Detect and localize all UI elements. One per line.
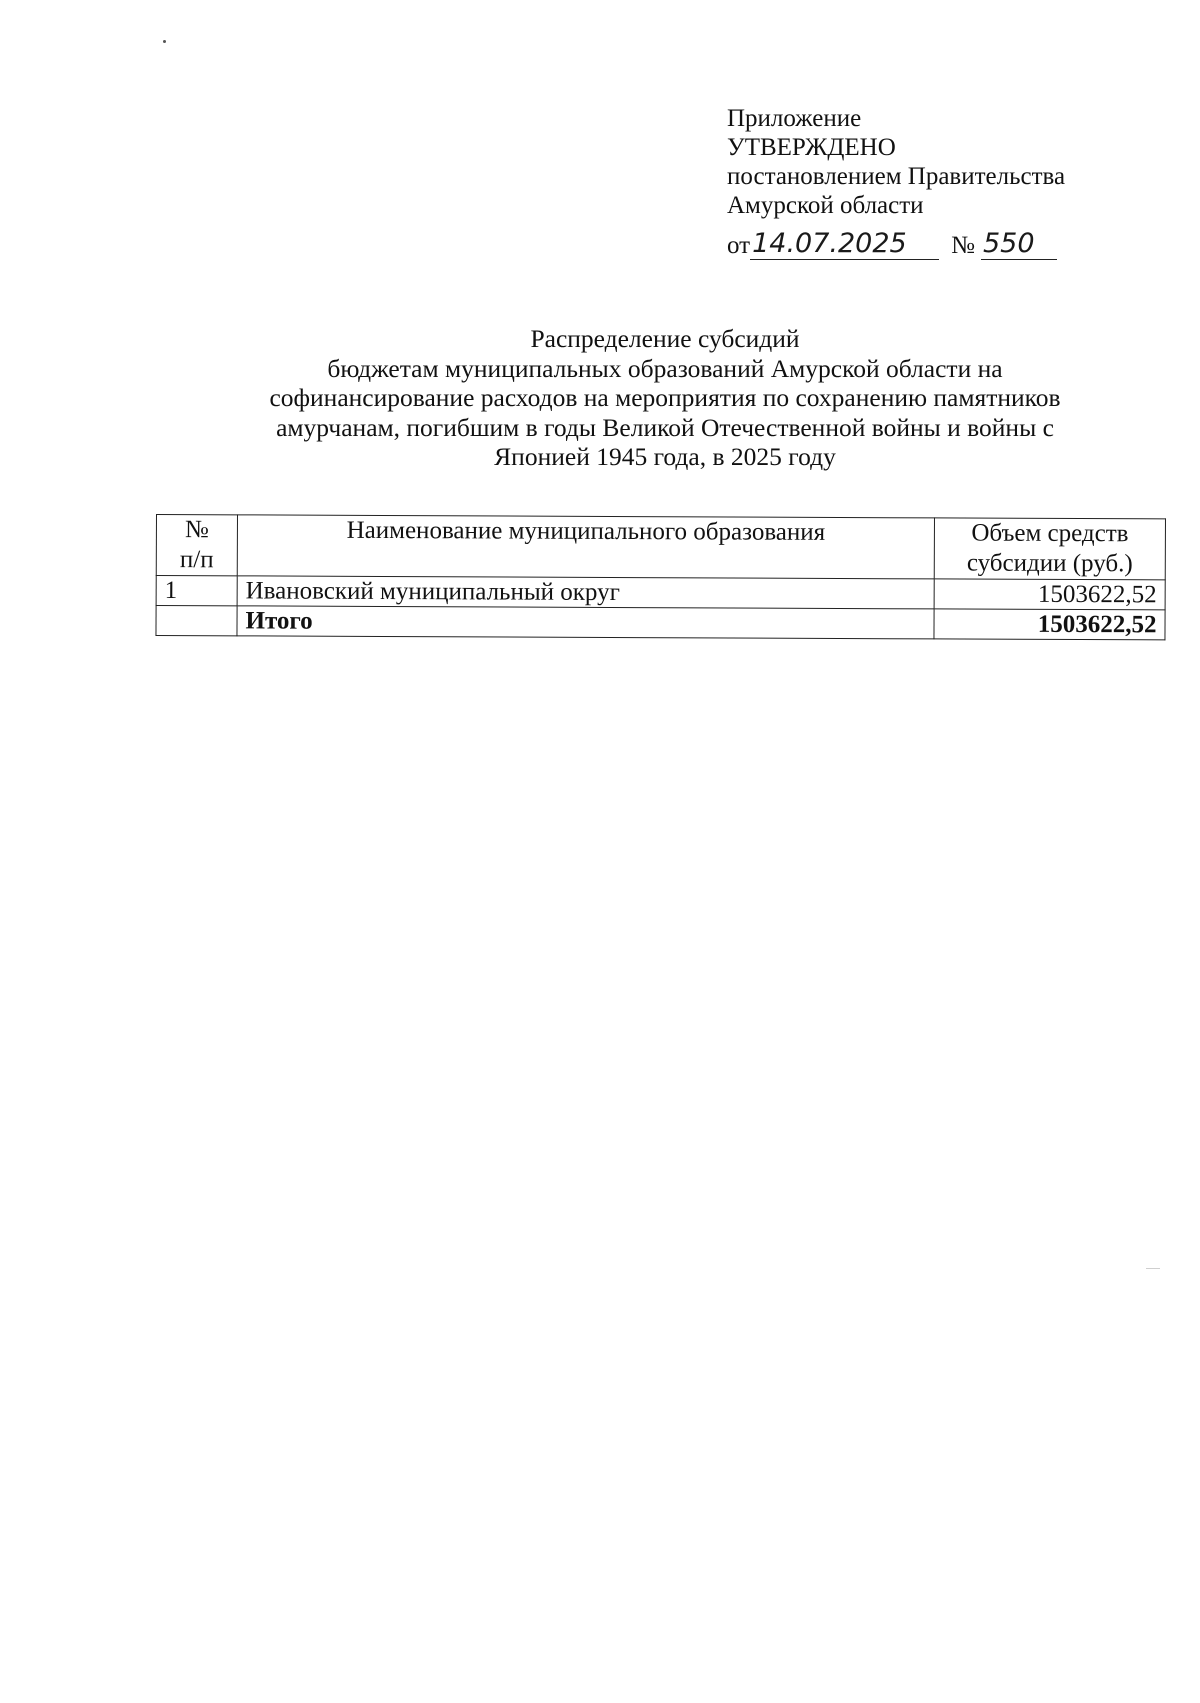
handwritten-date: 14.07.2025 <box>750 229 939 260</box>
title-line-2: бюджетам муниципальных образований Амурской области на <box>327 353 1003 383</box>
header-amount-line-2: субсидии (руб.) <box>966 549 1133 578</box>
table-header-row <box>156 515 1165 580</box>
title-line-4: амурчанам, погибшим в годы Великой Отечественной войны и войны с <box>276 412 1054 442</box>
row-number: 1 <box>156 576 237 606</box>
total-label: Итого <box>237 606 934 639</box>
header-municipality <box>237 515 934 579</box>
decree-label: постановлением Правительства <box>727 163 1066 190</box>
header-number-line-1: № <box>184 516 209 544</box>
appendix-label: Приложение <box>727 105 862 132</box>
date-number-line <box>727 220 1167 260</box>
row-municipality: Ивановский муниципальный округ <box>237 576 934 609</box>
approval-block <box>727 104 1167 260</box>
header-municipality-label: Наименование муниципального образования <box>346 516 826 546</box>
header-number <box>156 515 237 576</box>
header-number-line-2: п/п <box>179 546 214 574</box>
date-prefix: от <box>727 232 751 259</box>
total-amount: 1503622,52 <box>934 609 1165 640</box>
table-row <box>156 576 1165 610</box>
number-sign: № <box>951 232 975 259</box>
header-amount-line-1: Объем средств <box>971 519 1129 548</box>
subsidy-table <box>155 514 1166 640</box>
header-amount <box>934 518 1165 580</box>
title-line-5: Японией 1945 года, в 2025 году <box>494 442 836 471</box>
document-title <box>160 324 1170 472</box>
total-number-cell <box>156 606 237 636</box>
handwritten-number: 550 <box>981 229 1057 260</box>
scan-mark <box>1146 1268 1160 1269</box>
scan-speck <box>163 40 166 43</box>
region-label: Амурской области <box>727 192 924 219</box>
total-row <box>156 606 1165 640</box>
approved-label: УТВЕРЖДЕНО <box>727 134 896 161</box>
title-line-1: Распределение субсидий <box>530 324 800 353</box>
title-line-3: софинансирование расходов на мероприятия по сохранению памятников <box>269 383 1061 412</box>
row-amount: 1503622,52 <box>934 579 1165 610</box>
